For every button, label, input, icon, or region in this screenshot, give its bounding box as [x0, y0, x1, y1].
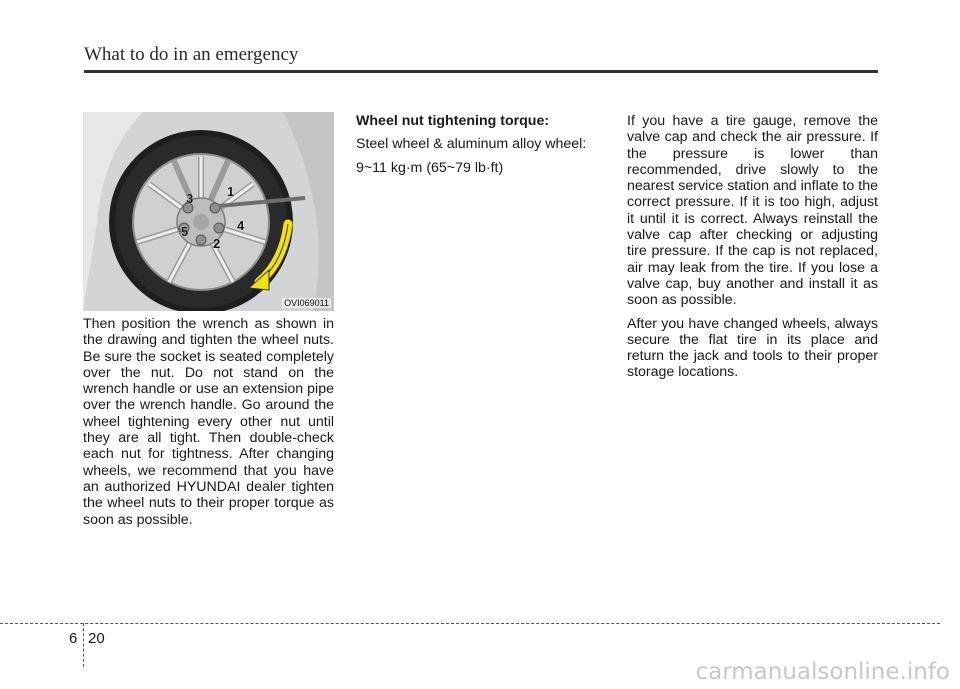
footer-rule: [0, 623, 940, 624]
column-2: [356, 113, 606, 183]
column-1: [83, 316, 334, 535]
wheel-nut-illustration: [83, 112, 334, 311]
tire-pressure-paragraph: If you have a tire gauge, remove the valve cap and check the air pressure. If the pressure is lower than recommended, drive slowly to the nearest service station and inflate to the correct pressure. If it is too high, adjust it until it is correct. Always reinstall the valve cap after checking or adjusting tire pressure. If the cap is not replaced, air may leak from the tire. If you lose a valve cap, buy another and install it as soon as possible.: [627, 113, 878, 309]
nut-label-4: 4: [237, 218, 245, 233]
torque-wheel-type: Steel wheel & aluminum alloy wheel:: [356, 136, 587, 153]
nut-label-3: 3: [186, 191, 194, 206]
torque-value: 9~11 kg·m (65~79 lb·ft): [356, 159, 504, 176]
figure-code: OVI069011: [284, 298, 329, 308]
storage-paragraph: After you have changed wheels, always secure the flat tire in its place and return the jack and tools to their proper storage locations.: [627, 315, 878, 381]
wheel-drawing: [83, 112, 334, 311]
nut-label-2: 2: [213, 236, 221, 251]
header-rule: [84, 70, 878, 73]
column-3: [627, 113, 878, 388]
watermark: carmanualsonline.info: [695, 659, 950, 685]
footer-divider: [83, 623, 84, 667]
chapter-number: 6: [69, 630, 78, 647]
wrench-instructions: Then position the wrench as shown in the drawing and tighten the wheel nuts. Be sure the socket is seated completely over the nut. Do not stand on the wrench handle or use an extension pipe over the wrench handle. Go around the wheel tightening every other nut until they are all tight. Then double-check each nut for tightness. After changing wheels, we recommend that you have an authorized HYUNDAI dealer tighten the wheel nuts to their proper torque as soon as possible.: [83, 316, 334, 528]
page-header-title: What to do in an emergency: [84, 44, 299, 65]
torque-heading: Wheel nut tightening torque:: [356, 113, 550, 129]
page-number: 20: [88, 630, 105, 647]
nut-label-5: 5: [181, 224, 189, 239]
nut-label-1: 1: [227, 184, 235, 199]
